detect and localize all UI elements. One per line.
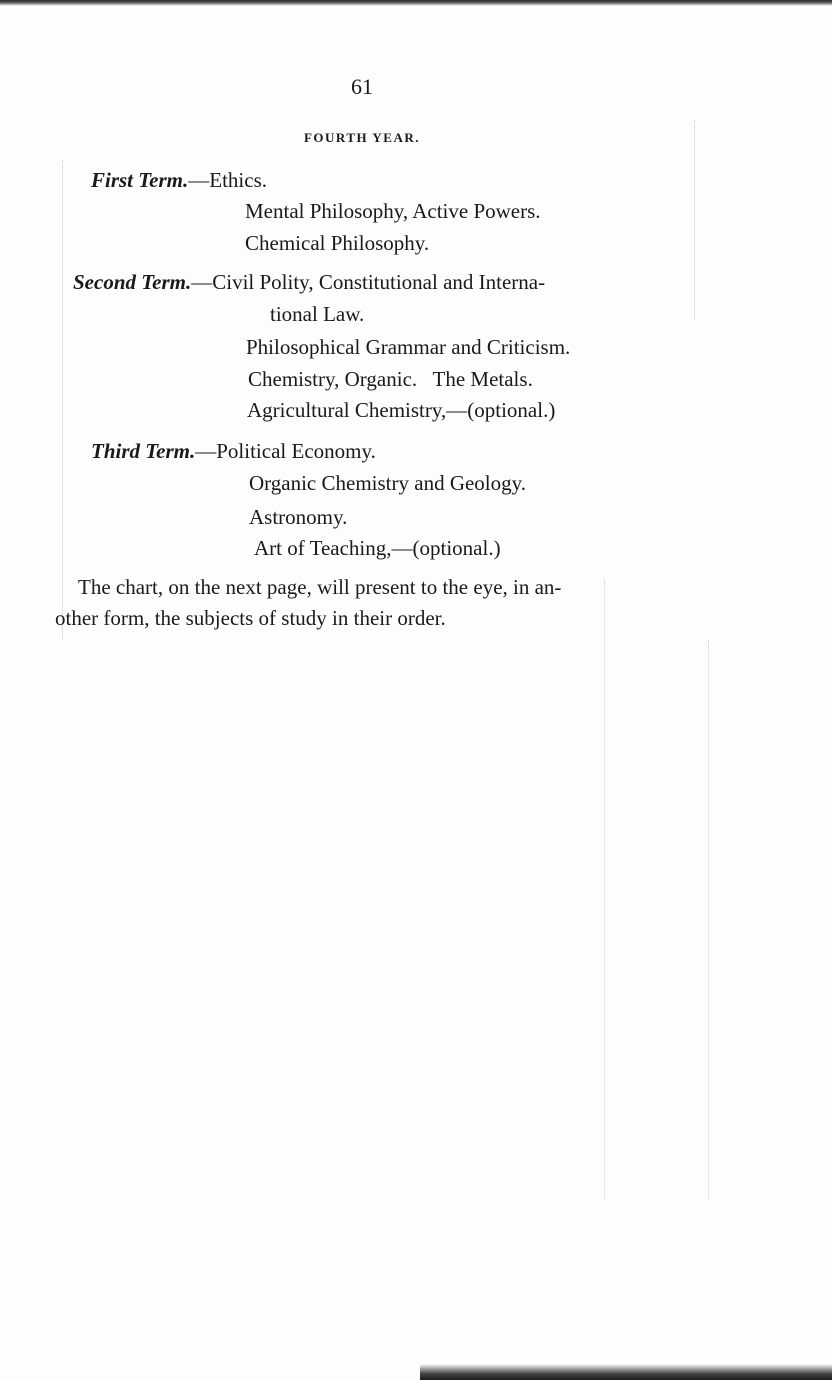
second-term-label: Second Term. — [73, 270, 192, 294]
subject-chemistry-organic: Chemistry, Organic. The Metals. — [248, 367, 533, 391]
subject-chemical-philosophy: Chemical Philosophy. — [245, 231, 430, 255]
term-dash: — — [188, 168, 210, 192]
closing-paragraph-line-1: The chart, on the next page, will present to the eye, in an- — [78, 575, 562, 599]
bleed-mark — [708, 640, 709, 1200]
bleed-mark — [694, 120, 695, 320]
subject-organic-chemistry-geology: Organic Chemistry and Geology. — [249, 471, 527, 495]
subject-philosophical-grammar: Philosophical Grammar and Criticism. — [246, 335, 571, 359]
bleed-mark — [604, 580, 605, 1200]
page-top-edge — [0, 0, 832, 6]
subject-agricultural-chemistry: Agricultural Chemistry,—(optional.) — [247, 398, 556, 422]
section-heading: FOURTH YEAR. — [303, 130, 420, 145]
second-term-line — [73, 272, 545, 293]
page-number: 61 — [351, 74, 373, 99]
subject-mental-philosophy: Mental Philosophy, Active Powers. — [245, 199, 541, 223]
bleed-mark — [62, 160, 63, 640]
subject-civil-polity: Civil Polity, Constitutional and Interna- — [212, 270, 546, 294]
term-dash: — — [191, 270, 213, 294]
subject-international-law-continued: tional Law. — [270, 302, 365, 326]
subject-ethics: Ethics. — [209, 168, 267, 192]
page-bottom-edge — [420, 1364, 832, 1380]
third-term-line — [91, 441, 376, 462]
term-dash: — — [195, 439, 217, 463]
third-term-label: Third Term. — [91, 439, 196, 463]
closing-paragraph-line-2: other form, the subjects of study in their order. — [55, 606, 446, 630]
first-term-label: First Term. — [91, 168, 189, 192]
subject-art-of-teaching: Art of Teaching,—(optional.) — [254, 536, 501, 560]
subject-political-economy: Political Economy. — [216, 439, 376, 463]
first-term-line — [91, 170, 267, 191]
subject-astronomy: Astronomy. — [249, 505, 348, 529]
